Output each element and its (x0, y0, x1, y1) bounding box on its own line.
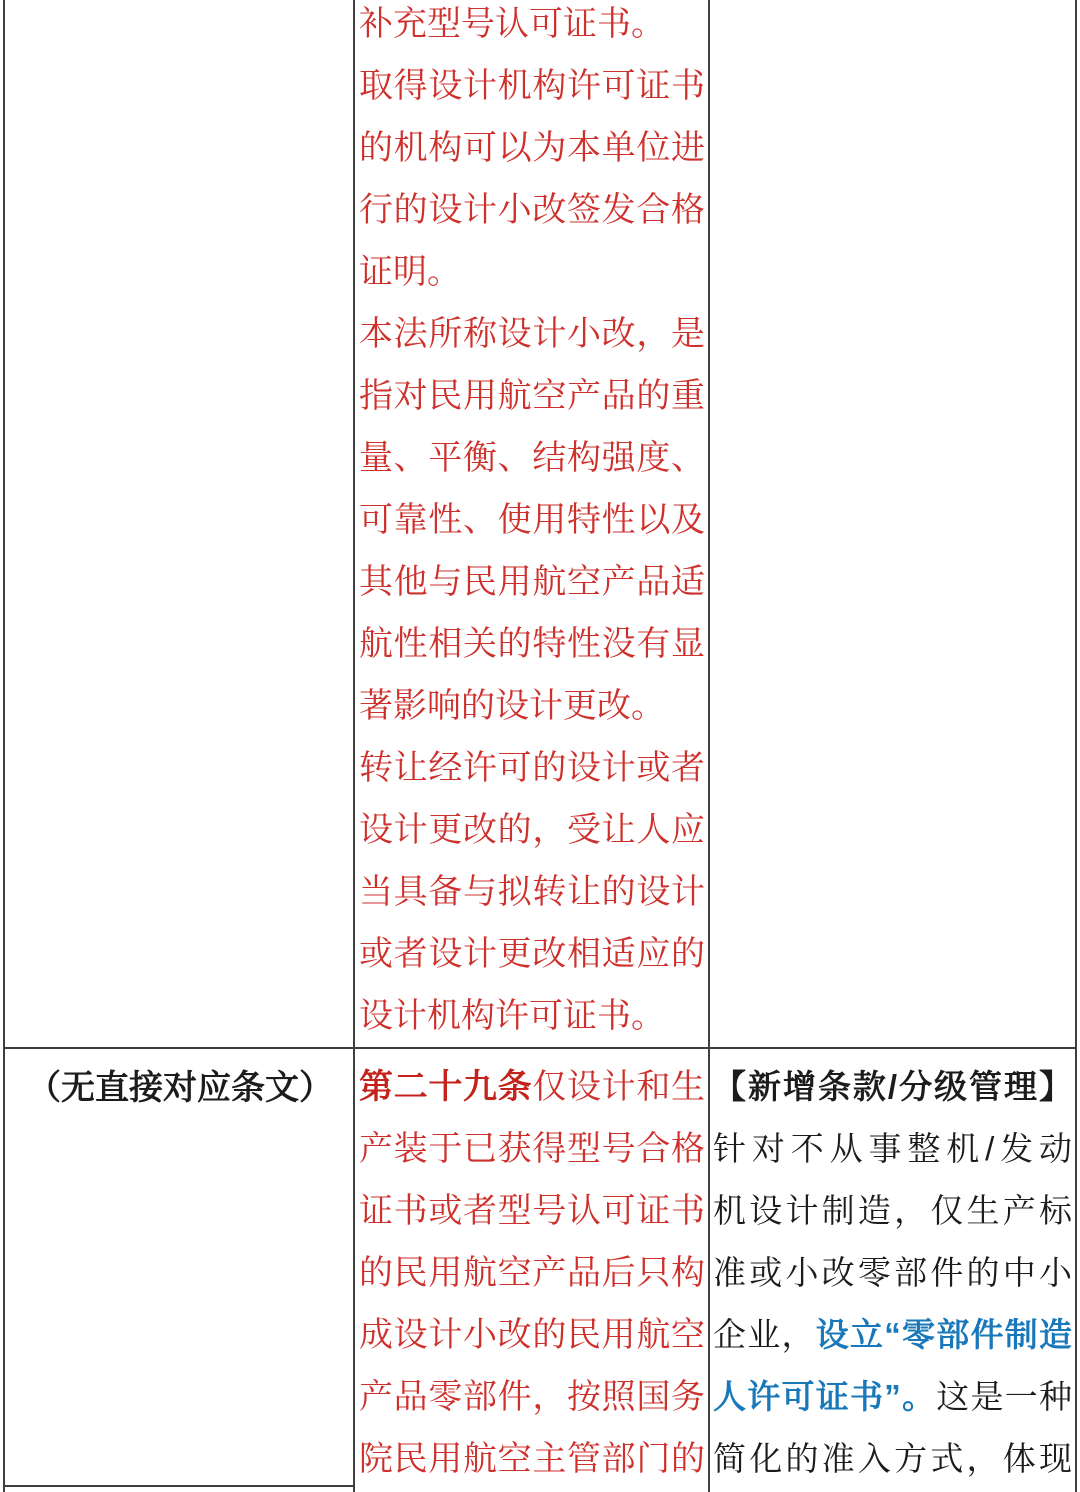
text-segment-red: 可靠性、使用特性以及 (359, 501, 705, 539)
text-segment-red: 当具备与拟转让的设计 (359, 873, 705, 911)
text-segment-red: 取得设计机构许可证书 (359, 67, 705, 105)
text-segment-red: 成设计小改的民用航空 (359, 1316, 705, 1354)
text-line (359, 613, 705, 675)
text-line (359, 1118, 705, 1180)
text-line (713, 1428, 1072, 1490)
text-segment-red: 的民用航空产品后只构 (359, 1254, 705, 1292)
text-segment-red: 补充型号认可证书。 (359, 5, 665, 43)
text-line (713, 1056, 1072, 1118)
text-line (359, 303, 705, 365)
text-line (359, 1242, 705, 1304)
text-segment-red: 仅设计和生 (532, 1068, 705, 1106)
cell-row2-commentary (713, 1056, 1072, 1492)
text-line (359, 861, 705, 923)
text-segment-red: 指对民用航空产品的重 (359, 377, 705, 415)
text-segment-red: 证书或者型号认可证书 (359, 1192, 705, 1230)
text-segment-black: 准或小改零部件的中小 (713, 1254, 1072, 1291)
text-segment-black: 这是一种 (936, 1378, 1072, 1415)
text-line (359, 985, 705, 1045)
cell-row2-old-law (27, 1057, 353, 1490)
text-segment-red: 证明。 (359, 253, 461, 291)
text-segment-red: 本法所称设计小改，是 (359, 315, 705, 353)
text-line (359, 675, 705, 737)
text-segment-red_bold: 第二十九条 (359, 1068, 533, 1106)
text-line (359, 427, 705, 489)
text-segment-red: 产品零部件，按照国务 (359, 1378, 705, 1416)
table-divider-col1-col2 (353, 0, 355, 1492)
text-line (359, 1304, 705, 1366)
text-segment-black_bold: （无直接对应条文） (27, 1069, 333, 1107)
text-line (359, 241, 705, 303)
text-line (359, 55, 705, 117)
cell-row2-new-law-text (359, 1056, 705, 1492)
text-line (359, 0, 705, 55)
text-segment-red: 产装于已获得型号合格 (359, 1130, 705, 1168)
text-line (359, 489, 705, 551)
text-segment-black: 简化的准入方式，体现 (713, 1440, 1072, 1477)
table-border-right (1075, 0, 1077, 1492)
text-segment-black: 机设计制造，仅生产标 (713, 1192, 1072, 1229)
text-line (713, 1118, 1072, 1180)
text-segment-black: 针对不从事整机/发动 (713, 1130, 1072, 1167)
cell-row1-commentary (712, 0, 1073, 1045)
text-segment-red: 其他与民用航空产品适 (359, 563, 705, 601)
text-segment-red: 行的设计小改签发合格 (359, 191, 705, 229)
text-line (359, 365, 705, 427)
text-line (359, 737, 705, 799)
text-segment-red: 或者设计更改相适应的 (359, 935, 705, 973)
text-segment-red: 量、平衡、结构强度、 (359, 439, 705, 477)
text-line (359, 117, 705, 179)
text-line (713, 1304, 1072, 1366)
text-line (359, 1366, 705, 1428)
cell-row1-old-law (6, 0, 351, 1045)
text-segment-red: 设计更改的，受让人应 (359, 811, 705, 849)
text-line (359, 1180, 705, 1242)
table-row-divider (3, 1047, 1077, 1049)
text-line (713, 1366, 1072, 1428)
text-segment-red: 院民用航空主管部门的 (359, 1440, 705, 1478)
text-segment-blue_bold: 人许可证书”。 (713, 1378, 937, 1415)
text-segment-red: 转让经许可的设计或者 (359, 749, 705, 787)
text-line (713, 1180, 1072, 1242)
text-segment-red: 的机构可以为本单位进 (359, 129, 705, 167)
text-segment-red: 航性相关的特性没有显 (359, 625, 705, 663)
text-segment-blue_bold: 设立“零部件制造 (815, 1316, 1072, 1353)
text-line (359, 799, 705, 861)
text-line (27, 1057, 353, 1119)
text-line (713, 1242, 1072, 1304)
cell-row1-new-law-text (359, 0, 705, 1045)
text-segment-black_bold: 【新增条款/分级管理】 (713, 1068, 1072, 1105)
text-line (359, 179, 705, 241)
text-segment-red: 著影响的设计更改。 (359, 687, 665, 725)
text-line (359, 551, 705, 613)
text-line (359, 1428, 705, 1490)
text-line (359, 1056, 705, 1118)
table-border-left (3, 0, 5, 1492)
text-line (359, 923, 705, 985)
text-segment-red: 设计机构许可证书。 (359, 997, 665, 1035)
table-divider-col2-col3 (708, 0, 710, 1492)
text-segment-black: 企业， (713, 1316, 816, 1353)
